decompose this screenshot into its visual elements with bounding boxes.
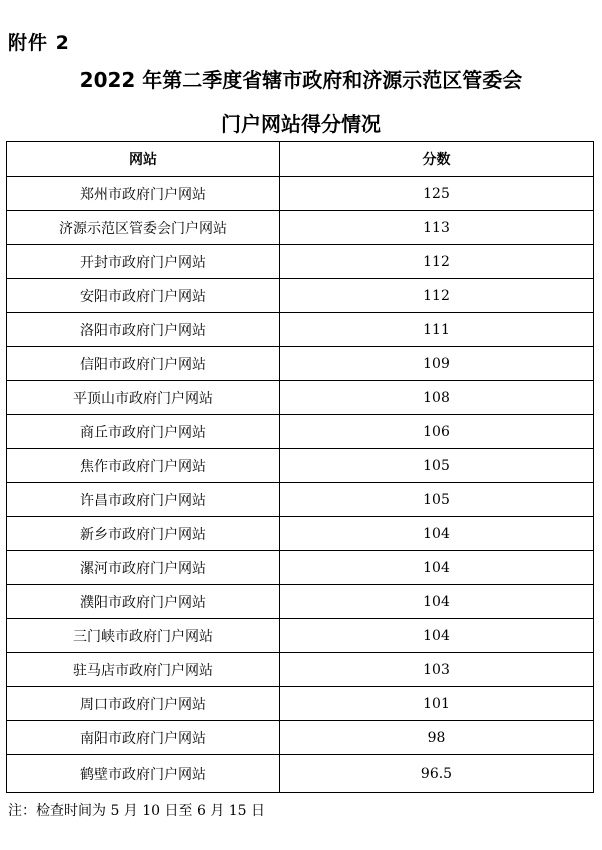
site-name-cell: 安阳市政府门户网站 (7, 279, 280, 313)
document-subtitle: 门户网站得分情况 (221, 112, 381, 136)
table-row (7, 483, 594, 517)
table-header-row (7, 142, 594, 177)
table-row (7, 211, 594, 245)
site-name-cell: 信阳市政府门户网站 (7, 347, 280, 381)
score-cell: 104 (280, 551, 594, 585)
score-cell: 101 (280, 687, 594, 721)
table-row (7, 755, 594, 793)
score-cell: 103 (280, 653, 594, 687)
column-header-score: 分数 (280, 142, 594, 177)
site-name-cell: 南阳市政府门户网站 (7, 721, 280, 755)
site-name-cell: 三门峡市政府门户网站 (7, 619, 280, 653)
score-cell: 106 (280, 415, 594, 449)
site-name-cell: 驻马店市政府门户网站 (7, 653, 280, 687)
table-row (7, 585, 594, 619)
table-row (7, 517, 594, 551)
site-name-cell: 新乡市政府门户网站 (7, 517, 280, 551)
site-name-cell: 郑州市政府门户网站 (7, 177, 280, 211)
site-name-cell: 许昌市政府门户网站 (7, 483, 280, 517)
table-row (7, 653, 594, 687)
table-row (7, 449, 594, 483)
score-cell: 111 (280, 313, 594, 347)
score-table (6, 141, 594, 793)
footnote: 注：检查时间为 5 月 10 日至 6 月 15 日 (8, 803, 266, 819)
score-cell: 96.5 (280, 755, 594, 793)
score-cell: 113 (280, 211, 594, 245)
score-cell: 125 (280, 177, 594, 211)
document-title: 2022 年第二季度省辖市政府和济源示范区管委会 (79, 68, 523, 92)
attachment-label: 附件 2 (8, 32, 70, 54)
score-cell: 104 (280, 619, 594, 653)
score-cell: 105 (280, 449, 594, 483)
table-row (7, 177, 594, 211)
table-row (7, 313, 594, 347)
score-cell: 104 (280, 517, 594, 551)
table-row (7, 381, 594, 415)
table-row (7, 687, 594, 721)
score-cell: 98 (280, 721, 594, 755)
table-row (7, 279, 594, 313)
table-row (7, 245, 594, 279)
site-name-cell: 洛阳市政府门户网站 (7, 313, 280, 347)
site-name-cell: 漯河市政府门户网站 (7, 551, 280, 585)
score-cell: 108 (280, 381, 594, 415)
table-row (7, 619, 594, 653)
table-row (7, 347, 594, 381)
table-row (7, 415, 594, 449)
site-name-cell: 开封市政府门户网站 (7, 245, 280, 279)
table-row (7, 721, 594, 755)
site-name-cell: 平顶山市政府门户网站 (7, 381, 280, 415)
score-cell: 112 (280, 245, 594, 279)
score-cell: 104 (280, 585, 594, 619)
table-body (7, 177, 594, 793)
site-name-cell: 周口市政府门户网站 (7, 687, 280, 721)
score-cell: 105 (280, 483, 594, 517)
score-cell: 109 (280, 347, 594, 381)
site-name-cell: 焦作市政府门户网站 (7, 449, 280, 483)
table-row (7, 551, 594, 585)
site-name-cell: 济源示范区管委会门户网站 (7, 211, 280, 245)
column-header-site: 网站 (7, 142, 280, 177)
site-name-cell: 濮阳市政府门户网站 (7, 585, 280, 619)
score-cell: 112 (280, 279, 594, 313)
site-name-cell: 鹤壁市政府门户网站 (7, 755, 280, 793)
site-name-cell: 商丘市政府门户网站 (7, 415, 280, 449)
